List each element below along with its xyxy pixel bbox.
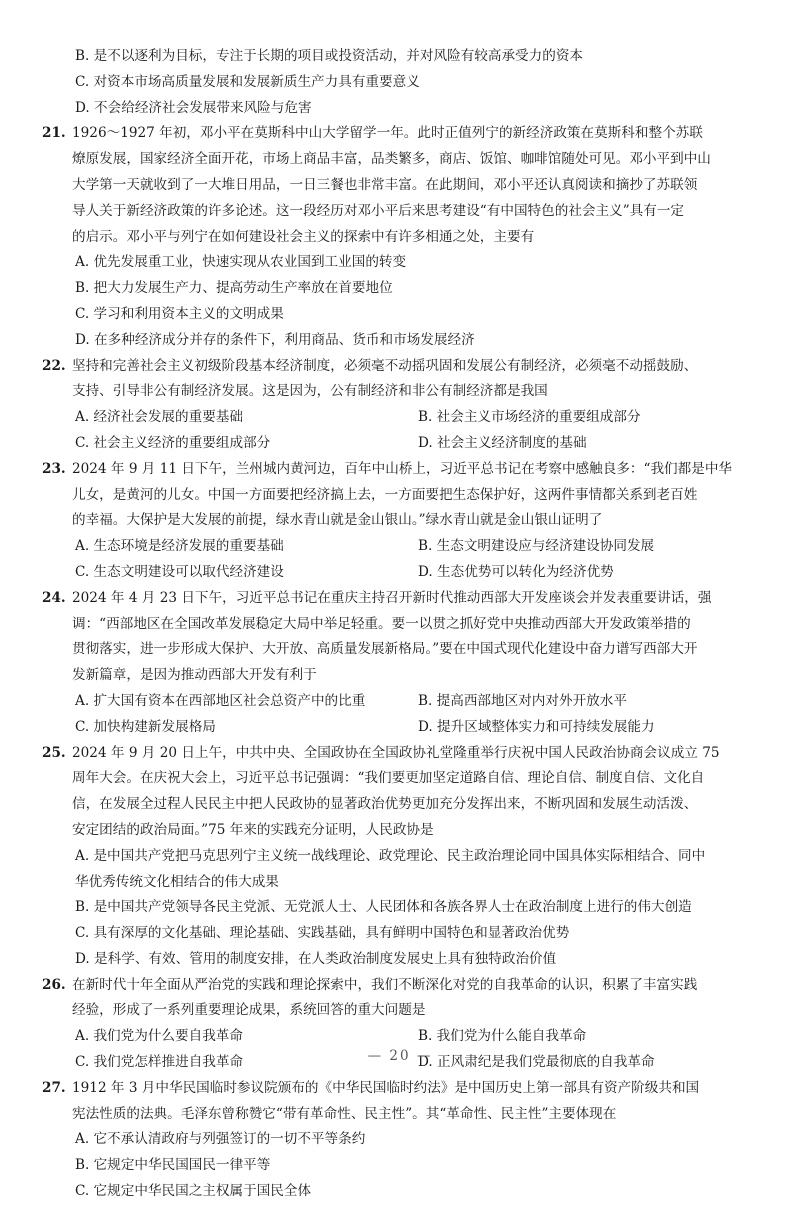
option-row [72,689,742,715]
page-number: — 20 — [367,1048,433,1064]
question-24 [42,586,742,741]
option-c: C. 它规定中华民国之主权属于国民全体 [75,1183,312,1200]
question-stem-line: 2024 年 9 月 20 日上午，中共中央、全国政协在全国政协礼堂隆重举行庆祝中国人民政治协商会议成立 75 [72,744,720,761]
question-25 [42,741,742,973]
option-d: D. 社会主义经济制度的基础 [418,434,587,451]
option-d: D. 在多种经济成分并存的条件下，利用商品、货币和市场发展经济 [75,331,475,348]
question-stem-line: 支持、引导非公有制经济发展。这是因为，公有制经济和非公有制经济都是我国 [72,383,548,400]
option-b: B. 提高西部地区对内对外开放水平 [418,692,627,709]
question-stem-line: 贯彻落实，进一步形成大保护、大开放、高质量发展新格局。”要在中国式现代化建设中奋力谱写西部大开 [72,641,698,658]
question-stem-line: 的幸福。大保护是大发展的前提，绿水青山就是金山银山。”绿水青山就是金山银山证明了 [72,512,603,529]
option-c: C. 具有深厚的文化基础、理论基础、实践基础，具有鲜明中国特色和显著政治优势 [75,925,570,942]
question-stem-line: 1926～1927 年初，邓小平在莫斯科中山大学留学一年。此时正值列宁的新经济政策在莫斯科和整个苏联 [72,125,703,142]
option-c: C. 我们党怎样推进自我革命 [75,1054,244,1071]
question-stem-line: 儿女，是黄河的儿女。中国一方面要把经济搞上去，一方面要把生态保护好，这两件事情都关系到老百姓 [72,486,698,503]
question-22 [42,354,742,457]
option-c: C. 学习和利用资本主义的文明成果 [75,305,284,322]
option-row [72,715,742,741]
option-b: B. 把大力发展生产力、提高劳动生产率放在首要地位 [75,280,393,297]
carryover-options [72,44,742,121]
question-stem-line: 2024 年 9 月 11 日下午，兰州城内黄河边，百年中山桥上，习近平总书记在考察中感触良多：“我们都是中华 [72,460,733,477]
question-stem-line: 发新篇章，是因为推动西部大开发有利于 [72,667,317,684]
question-number: 24. [42,589,66,606]
question-stem-line: 的启示。邓小平与列宁在如何建设社会主义的探索中有许多相通之处，主要有 [72,228,535,245]
option-a: A. 是中国共产党把马克思列宁主义统一战线理论、政党理论、民主政治理论同中国具体实际相结合、同中 [75,847,706,864]
option-a: A. 扩大国有资本在西部地区社会总资产中的比重 [75,692,366,709]
question-number: 21. [42,125,66,142]
question-27 [42,1076,742,1205]
question-stem-line: 导人关于新经济政策的许多论述。这一段经历对邓小平后来思考建设“有中国特色的社会主义”具有一定 [72,202,685,219]
question-stem-line: 燎原发展，国家经济全面开花，市场上商品丰富，品类繁多，商店、饭馆、咖啡馆随处可见。邓小平到中山 [72,151,711,168]
option-a: A. 我们党为什么要自我革命 [75,1028,243,1045]
option-d: D. 提升区域整体实力和可持续发展能力 [418,718,655,735]
option-a: A. 经济社会发展的重要基础 [75,409,243,426]
option-b: B. 社会主义市场经济的重要组成部分 [418,409,641,426]
question-stem-line: 信，在发展全过程人民民主中把人民政协的显著政治优势更加充分发挥出来，不断巩固和发展生动活泼、 [72,796,698,813]
option-d: D. 生态优势可以转化为经济优势 [418,563,614,580]
option-a-continued: 华优秀传统文化相结合的伟大成果 [75,873,279,890]
question-stem-line: 在新时代十年全面从严治党的实践和理论探索中，我们不断深化对党的自我革命的认识，积累了丰富实践 [72,976,698,993]
option-row [72,1024,742,1050]
question-number: 25. [42,744,66,761]
option-d: D. 不会给经济社会发展带来风险与危害 [75,99,312,116]
option-a: A. 它不承认清政府与列强签订的一切不平等条约 [75,1131,366,1148]
option-row [72,560,742,586]
option-row [72,534,742,560]
question-stem-line: 1912 年 3 月中华民国临时参议院颁布的《中华民国临时约法》是中国历史上第一部具有资产阶级共和国 [72,1079,700,1096]
question-number: 23. [42,460,66,477]
option-a: A. 优先发展重工业，快速实现从农业国到工业国的转变 [75,254,407,271]
question-stem-line: 经验，形成了一系列重要理论成果，系统回答的重大问题是 [72,1002,426,1019]
option-c: C. 社会主义经济的重要组成部分 [75,434,271,451]
option-b: B. 是中国共产党领导各民主党派、无党派人士、人民团体和各族各界人士在政治制度上进行的伟大创造 [75,899,692,916]
question-stem-line: 2024 年 4 月 23 日下午，习近平总书记在重庆主持召开新时代推动西部大开发座谈会并发表重要讲话，强 [72,589,712,606]
option-c: C. 对资本市场高质量发展和发展新质生产力具有重要意义 [75,73,420,90]
option-b: B. 生态文明建设应与经济建设协同发展 [418,538,655,555]
option-row [72,431,742,457]
option-a: A. 生态环境是经济发展的重要基础 [75,538,284,555]
question-stem-line: 调：“西部地区在全国改革发展稳定大局中举足轻重。要一以贯之抓好党中央推动西部大开发政策举措的 [72,615,691,632]
question-stem-line: 安定团结的政治局面。”75 年来的实践充分证明，人民政协是 [72,821,434,838]
option-b: B. 它规定中华民国国民一律平等 [75,1157,271,1174]
question-number: 26. [42,976,66,993]
question-23 [42,457,742,586]
question-number: 22. [42,357,66,374]
option-c: C. 加快构建新发展格局 [75,718,216,735]
option-d: D. 是科学、有效、管用的制度安排，在人类政治制度发展史上具有独特政治价值 [75,950,557,967]
question-stem-line: 宪法性质的法典。毛泽东曾称赞它“带有革命性、民主性”。其“革命性、民主性”主要体现在 [72,1105,617,1122]
option-b: B. 是不以逐利为目标，专注于长期的项目或投资活动，并对风险有较高承受力的资本 [75,48,584,64]
question-number: 27. [42,1079,66,1096]
option-c: C. 生态文明建设可以取代经济建设 [75,563,284,580]
question-stem-line: 周年大会。在庆祝大会上，习近平总书记强调：“我们要更加坚定道路自信、理论自信、制度自信、文化自 [72,770,705,787]
option-row [72,405,742,431]
question-stem-line: 坚持和完善社会主义初级阶段基本经济制度，必须毫不动摇巩固和发展公有制经济，必须毫不动摇鼓励、 [72,357,698,374]
option-d: D. 正风肃纪是我们党最彻底的自我革命 [418,1054,655,1071]
question-21 [42,121,742,353]
question-stem-line: 大学第一天就收到了一大堆日用品，一日三餐也非常丰富。在此期间，邓小平还认真阅读和摘抄了苏联领 [72,176,698,193]
option-b: B. 我们党为什么能自我革命 [418,1028,587,1045]
